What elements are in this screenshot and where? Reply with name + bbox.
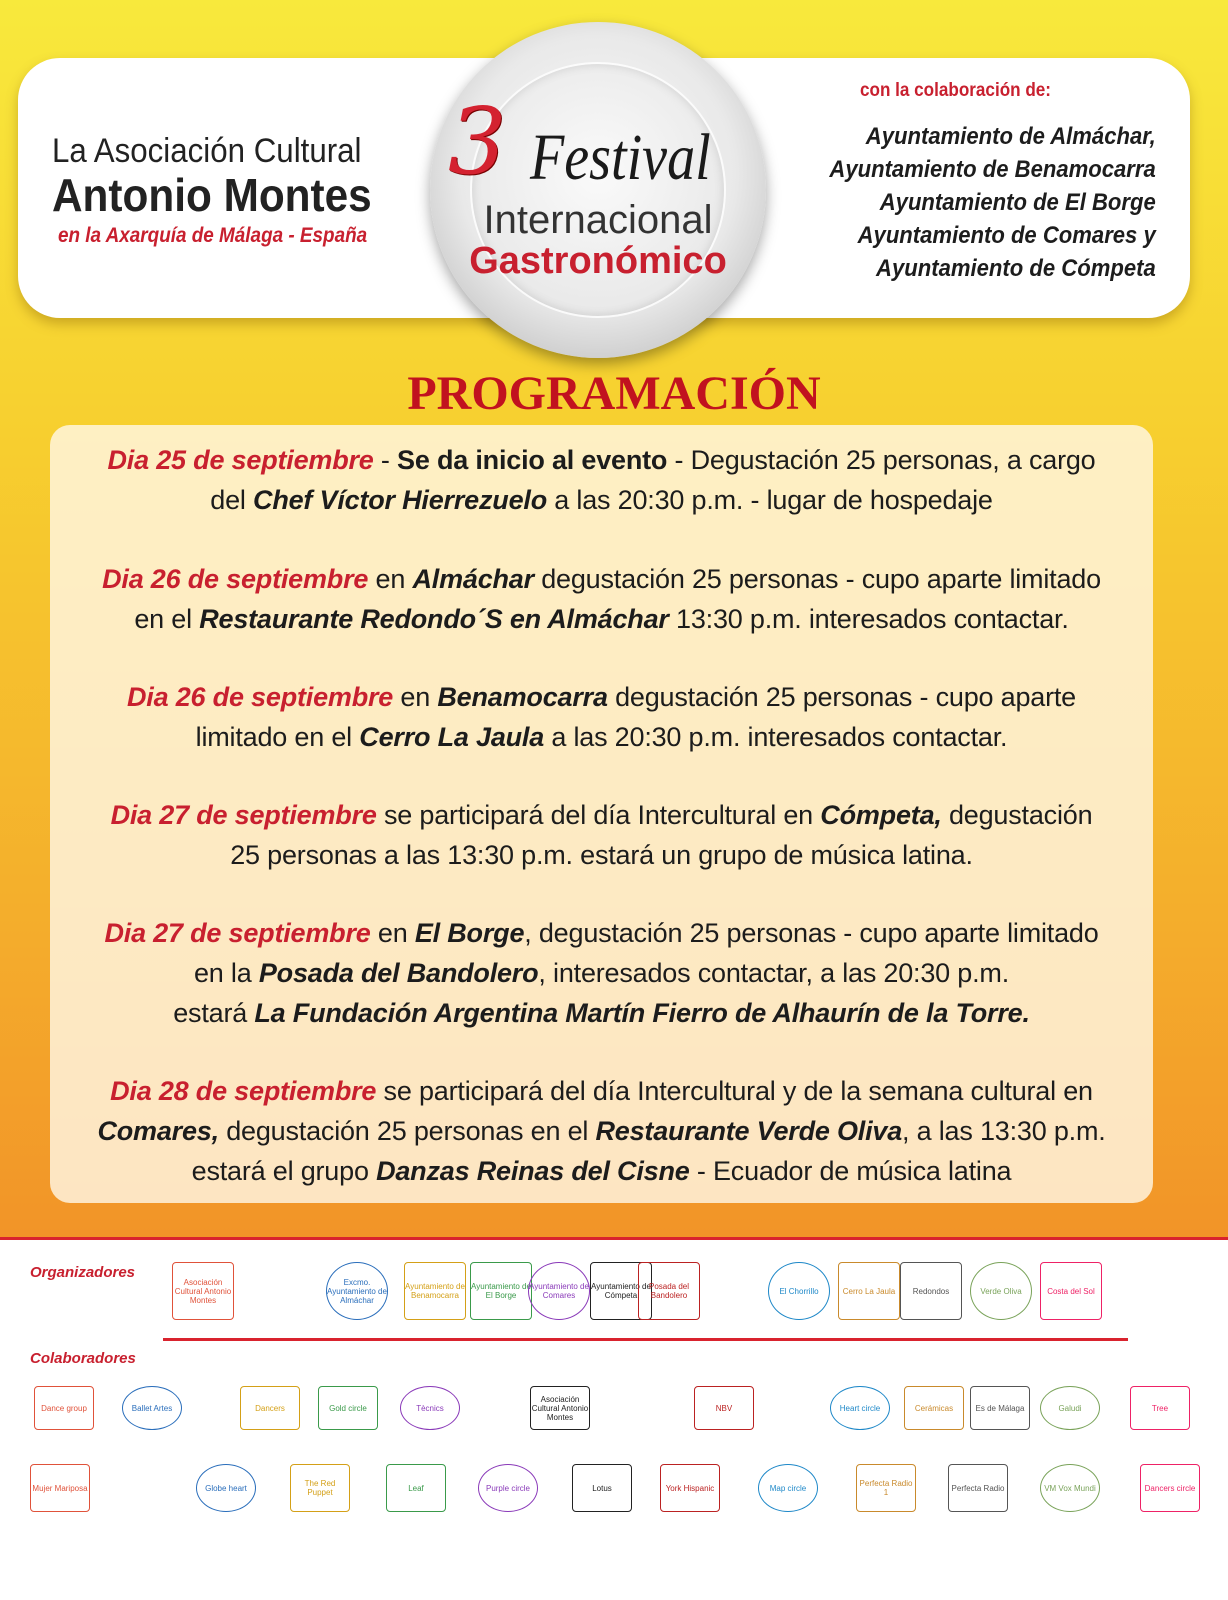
program-line bbox=[50, 480, 1153, 520]
program-entry bbox=[50, 559, 1153, 639]
program-entry bbox=[50, 1071, 1153, 1191]
collaborator-item: Ayuntamiento de Benamocarra bbox=[829, 156, 1156, 183]
program-text: , interesados contactar, a las 20:30 p.m. bbox=[538, 958, 1009, 988]
festival-word: Festival bbox=[530, 121, 711, 194]
program-text: degustación 25 personas - cupo aparte bbox=[607, 682, 1076, 712]
organizer-name: Antonio Montes bbox=[52, 169, 372, 221]
sponsor-logo: Purple circle bbox=[478, 1464, 538, 1512]
sponsor-logo: Gold circle bbox=[318, 1386, 378, 1430]
festival-internacional: Internacional bbox=[483, 198, 713, 242]
organizer-location: en la Axarquía de Málaga - España bbox=[58, 224, 368, 247]
sponsor-logo: Verde Oliva bbox=[970, 1262, 1032, 1320]
sponsor-logo: Cerro La Jaula bbox=[838, 1262, 900, 1320]
program-text: en bbox=[368, 564, 413, 594]
sponsor-logo: York Hispanic bbox=[660, 1464, 720, 1512]
program-line bbox=[50, 1111, 1153, 1151]
sponsor-logo: Mujer Mariposa bbox=[30, 1464, 90, 1512]
sponsor-logo: Excmo. Ayuntamiento de Almáchar bbox=[326, 1262, 388, 1320]
sponsor-logo: Lotus bbox=[572, 1464, 632, 1512]
collaborator-item: Ayuntamiento de El Borge bbox=[879, 189, 1156, 216]
program-date: Dia 27 de septiembre bbox=[110, 800, 377, 830]
sponsor-logo: Map circle bbox=[758, 1464, 818, 1512]
collaborator-list bbox=[801, 120, 1156, 285]
program-line bbox=[50, 795, 1153, 835]
program-text: a las 20:30 p.m. - lugar de hospedaje bbox=[547, 485, 993, 515]
sponsor-logo: Ballet Artes bbox=[122, 1386, 182, 1430]
program-text: en la bbox=[193, 958, 259, 988]
festival-number: 3 bbox=[448, 88, 507, 195]
program-line bbox=[50, 835, 1153, 875]
program-date: Dia 25 de septiembre bbox=[107, 445, 374, 475]
sponsor-logo: Tècnics bbox=[400, 1386, 460, 1430]
collaborator-item: Ayuntamiento de Almáchar, bbox=[866, 123, 1156, 150]
program-text: del bbox=[210, 485, 254, 515]
sponsor-logo: Ayuntamiento de Comares bbox=[528, 1262, 590, 1320]
program-highlight: Benamocarra bbox=[437, 682, 608, 712]
organizers-label: Organizadores bbox=[30, 1264, 136, 1281]
program-entry bbox=[50, 677, 1153, 757]
program-entry bbox=[50, 913, 1153, 1033]
program-highlight: Restaurante Redondo´S en Almáchar bbox=[199, 604, 669, 634]
program-entry bbox=[50, 795, 1153, 875]
program-text: en bbox=[393, 682, 438, 712]
program-date: Dia 26 de septiembre bbox=[102, 564, 369, 594]
program-text: 13:30 p.m. interesados contactar. bbox=[668, 604, 1069, 634]
program-highlight: Danzas Reinas del Cisne bbox=[376, 1156, 690, 1186]
program-line bbox=[50, 559, 1153, 599]
program-highlight: Almáchar bbox=[412, 564, 534, 594]
program-line bbox=[50, 913, 1153, 953]
sponsor-logo: Posada del Bandolero bbox=[638, 1262, 700, 1320]
sponsor-logo: Asociación Cultural Antonio Montes bbox=[172, 1262, 234, 1320]
program-text: , a las 13:30 p.m. bbox=[902, 1116, 1106, 1146]
program-box bbox=[50, 425, 1153, 1203]
sponsor-logo: El Chorrillo bbox=[768, 1262, 830, 1320]
sponsor-logo: Ayuntamiento de Cómpeta bbox=[590, 1262, 652, 1320]
sponsor-logo: Redondos bbox=[900, 1262, 962, 1320]
program-text: se participará del día Intercultural y de la semana cultural en bbox=[376, 1076, 1093, 1106]
sponsor-logo: Dancers circle bbox=[1140, 1464, 1200, 1512]
sponsor-logo: Galudi bbox=[1040, 1386, 1100, 1430]
program-highlight: Chef Víctor Hierrezuelo bbox=[253, 485, 547, 515]
collaborator-item: Ayuntamiento de Comares y bbox=[857, 222, 1156, 249]
festival-gastronomico: Gastronómico bbox=[469, 240, 727, 282]
program-date: Dia 27 de septiembre bbox=[104, 918, 371, 948]
program-highlight: Se da inicio al evento bbox=[397, 445, 668, 475]
sponsor-logo: The Red Puppet bbox=[290, 1464, 350, 1512]
collaboration-title: con la colaboración de: bbox=[860, 80, 1051, 101]
collaborators-label: Colaboradores bbox=[30, 1350, 136, 1367]
program-entry bbox=[50, 440, 1153, 520]
sponsor-logo: Es de Málaga bbox=[970, 1386, 1030, 1430]
divider bbox=[163, 1338, 1128, 1341]
program-text: , degustación 25 personas - cupo aparte limitado bbox=[524, 918, 1099, 948]
program-highlight: El Borge bbox=[414, 918, 525, 948]
organizer-line-1: La Asociación Cultural bbox=[52, 132, 362, 170]
sponsor-logo: Heart circle bbox=[830, 1386, 890, 1430]
program-title: PROGRAMACIÓN bbox=[407, 367, 821, 420]
sponsor-logo: VM Vox Mundi bbox=[1040, 1464, 1100, 1512]
program-text: en bbox=[370, 918, 415, 948]
program-line bbox=[50, 440, 1153, 480]
program-line bbox=[50, 953, 1153, 993]
program-line bbox=[50, 677, 1153, 717]
sponsor-logo: Globe heart bbox=[196, 1464, 256, 1512]
program-line bbox=[50, 1071, 1153, 1111]
program-highlight: Restaurante Verde Oliva bbox=[595, 1116, 903, 1146]
program-text: en el bbox=[134, 604, 200, 634]
program-line bbox=[50, 1151, 1153, 1191]
program-text: a las 20:30 p.m. interesados contactar. bbox=[544, 722, 1008, 752]
program-text: - Ecuador de música latina bbox=[689, 1156, 1012, 1186]
sponsor-logo: Dancers bbox=[240, 1386, 300, 1430]
program-highlight: Comares, bbox=[97, 1116, 219, 1146]
program-highlight: Posada del Bandolero bbox=[258, 958, 539, 988]
program-text: 25 personas a las 13:30 p.m. estará un grupo de música latina. bbox=[230, 840, 973, 870]
program-text: - Degustación 25 personas, a cargo bbox=[667, 445, 1096, 475]
sponsor-logo: Leaf bbox=[386, 1464, 446, 1512]
program-text: limitado en el bbox=[195, 722, 360, 752]
sponsor-logo: Asociación Cultural Antonio Montes bbox=[530, 1386, 590, 1430]
program-date: Dia 28 de septiembre bbox=[110, 1076, 377, 1106]
sponsor-logo: Dance group bbox=[34, 1386, 94, 1430]
program-line bbox=[50, 599, 1153, 639]
program-text: estará el grupo bbox=[191, 1156, 377, 1186]
sponsor-logo: Tree bbox=[1130, 1386, 1190, 1430]
collaborator-item: Ayuntamiento de Cómpeta bbox=[876, 255, 1156, 282]
sponsor-logo: Ayuntamiento de Benamocarra bbox=[404, 1262, 466, 1320]
sponsor-logo: Ayuntamiento de El Borge bbox=[470, 1262, 532, 1320]
program-highlight: Cerro La Jaula bbox=[359, 722, 545, 752]
program-text: degustación 25 personas en el bbox=[218, 1116, 596, 1146]
program-text: se participará del día Intercultural en bbox=[376, 800, 821, 830]
program-line bbox=[50, 717, 1153, 757]
program-highlight: La Fundación Argentina Martín Fierro de Alhaurín de la Torre. bbox=[254, 998, 1030, 1028]
program-highlight: Cómpeta, bbox=[820, 800, 942, 830]
program-line bbox=[50, 993, 1153, 1033]
program-date: Dia 26 de septiembre bbox=[127, 682, 394, 712]
sponsor-logo: Costa del Sol bbox=[1040, 1262, 1102, 1320]
sponsor-logo: Perfecta Radio bbox=[948, 1464, 1008, 1512]
program-text: degustación 25 personas - cupo aparte limitado bbox=[533, 564, 1101, 594]
sponsor-logo: Perfecta Radio 1 bbox=[856, 1464, 916, 1512]
program-text: degustación bbox=[941, 800, 1093, 830]
program-text: - bbox=[373, 445, 398, 475]
sponsor-logo: NBV bbox=[694, 1386, 754, 1430]
sponsor-logo: Cerámicas bbox=[904, 1386, 964, 1430]
program-text: estará bbox=[173, 998, 255, 1028]
